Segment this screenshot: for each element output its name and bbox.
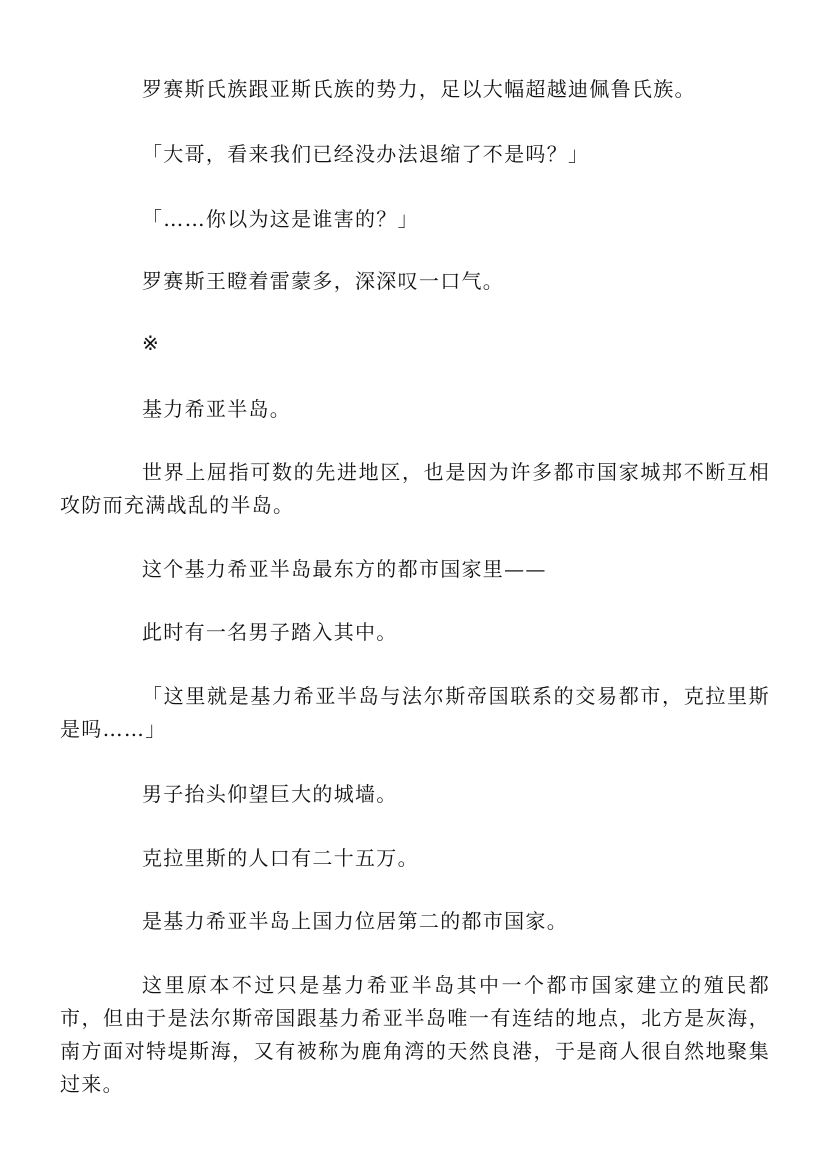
paragraph: 「……你以为这是谁害的？」 <box>142 207 419 231</box>
paragraph: 罗赛斯王瞪着雷蒙多，深深叹一口气。 <box>142 269 505 293</box>
paragraph: 这里原本不过只是基力希亚半岛其中一个都市国家建立的殖民都市，但由于是法尔斯帝国跟基力希亚半岛唯一有连结的地点，北方是灰海，南方面对特堤斯海，又有被称为鹿角湾的天然良港，于是商人很自然地聚集过来。 <box>60 973 770 1096</box>
paragraph: 这个基力希亚半岛最东方的都市国家里—— <box>142 557 547 581</box>
paragraph: 「这里就是基力希亚半岛与法尔斯帝国联系的交易都市，克拉里斯是吗……」 <box>60 684 770 741</box>
section-break-symbol: ※ <box>142 331 161 355</box>
paragraph: 世界上屈指可数的先进地区，也是因为许多都市国家城邦不断互相攻防而充满战乱的半岛。 <box>60 460 770 517</box>
paragraph: 基力希亚半岛。 <box>142 397 292 421</box>
paragraph: 克拉里斯的人口有二十五万。 <box>142 846 419 870</box>
paragraph: 罗赛斯氏族跟亚斯氏族的势力，足以大幅超越迪佩鲁氏族。 <box>142 77 696 101</box>
paragraph: 「大哥，看来我们已经没办法退缩了不是吗？」 <box>142 142 590 166</box>
paragraph: 男子抬头仰望巨大的城墙。 <box>142 782 398 806</box>
paragraph: 是基力希亚半岛上国力位居第二的都市国家。 <box>142 909 568 933</box>
paragraph: 此时有一名男子踏入其中。 <box>142 620 398 644</box>
